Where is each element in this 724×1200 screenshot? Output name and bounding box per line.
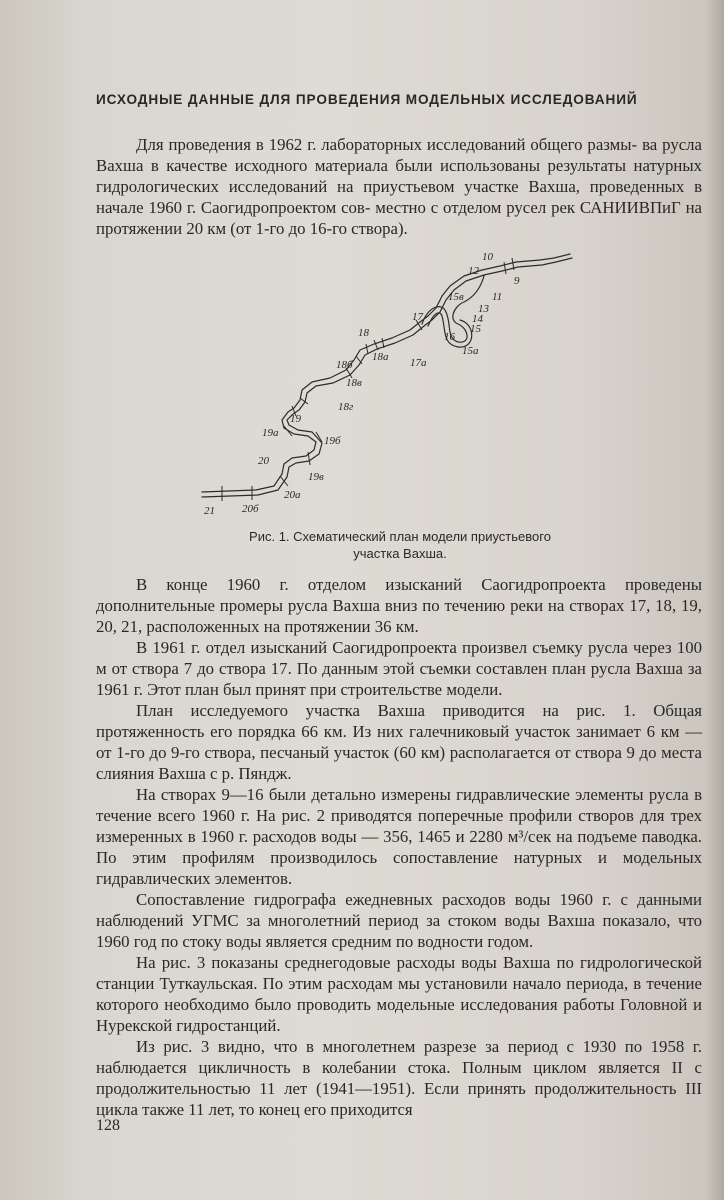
tick-20 [284, 426, 292, 436]
page-fold-shadow [706, 0, 724, 1200]
paragraph-7: Из рис. 3 видно, что в многолетнем разрезе за период с 1930 по 1958 г. наблюдается цикличность в колебании стока. Полным циклом является II с продолжительностью 11 лет (1941—1951). Если принять продолжительность III цикла также 11 лет, то конец его приходится [96, 1037, 702, 1119]
paragraph-2: В 1961 г. отдел изысканий Саогидропроекта произвел съемку русла через 100 м от створа 7 до створа 17. По данным этой съемки составлен план русла Вахша за 1961 г. Этот план был принят при строительстве модели. [96, 638, 702, 699]
tick-18v [356, 356, 362, 364]
label-15: 15 [470, 323, 481, 335]
label-19a: 19а [262, 427, 279, 439]
paragraph-5: Сопоставление гидрографа ежедневных расходов воды 1960 г. с данными наблюдений УГМС за многолетний период за стоком воды Вахша показало, что 1960 год по стоку воды является средним по водности годом. [96, 890, 702, 951]
label-16: 16 [444, 331, 455, 343]
intro-line-2: ва русла Вахша в качестве исходного материала были использованы [96, 135, 702, 175]
label-20: 20 [258, 455, 269, 467]
label-18g: 18г [338, 401, 354, 413]
label-9: 9 [514, 275, 520, 287]
label-21: 21 [204, 505, 215, 517]
tick-18b [366, 344, 368, 354]
river-plan-figure [196, 250, 586, 522]
label-18v: 18в [346, 377, 362, 389]
intro-paragraph [96, 134, 702, 239]
intro-line-1: Для проведения в 1962 г. лабораторных исследований общего размы- [136, 135, 638, 154]
paragraph-4: На створах 9—16 были детально измерены гидравлические элементы русла в течение всего 1960 г. На рис. 2 приводятся поперечные профили створов для трех измеренных в 1960 г. расходов воды — 356, 1465 и 2280 м³/сек на подъеме паводка. По этим профилям производилось сопоставление натурных и модельных гидравлических элементов. [96, 785, 702, 888]
caption-line-1: Рис. 1. Схематический план модели приустьевого [249, 529, 551, 544]
section-heading: ИСХОДНЫЕ ДАННЫЕ ДЛЯ ПРОВЕДЕНИЯ МОДЕЛЬНЫХ ИССЛЕДОВАНИЙ [96, 92, 638, 107]
paragraph-6: На рис. 3 показаны среднегодовые расходы воды Вахша по гидрологической станции Туткаульская. По этим расходам мы установили начало периода, в течение которого необходимо было проводить модельные исследования работы Головной и Нурекской гидростанций. [96, 953, 702, 1035]
label-13: 13 [478, 303, 489, 315]
label-10: 10 [482, 251, 493, 263]
tick-12 [504, 262, 506, 274]
caption-line-2: участка Вахша. [353, 546, 447, 561]
tick-18 [374, 340, 378, 350]
intro-line-6: 1-го до 16-го створа). [255, 219, 408, 238]
label-18: 18 [358, 327, 369, 339]
label-15a: 15а [462, 345, 479, 357]
label-20a: 20а [284, 489, 301, 501]
paragraph-3: План исследуемого участка Вахша приводится на рис. 1. Общая протяженность его порядка 66 км. Из них галечниковый участок занимает 6 км — от 1-го до 9-го створа, песчаный участок (60 км) располагается от створа 9 до места слияния Вахша с р. Пяндж. [96, 701, 702, 783]
intro-line-3: результаты натурных гидрологических исследований на приустьевом [96, 156, 702, 196]
body-text [96, 574, 702, 1120]
label-17a: 17а [410, 357, 427, 369]
label-19v: 19в [308, 471, 324, 483]
label-15b: 15в [448, 291, 464, 303]
river-plan-diagram [196, 250, 586, 522]
label-17: 17 [412, 311, 423, 323]
label-19: 19 [290, 413, 301, 425]
label-20b: 20б [242, 503, 259, 515]
label-19b: 19б [324, 435, 341, 447]
page-number: 128 [96, 1117, 120, 1134]
label-18b: 18б [336, 359, 353, 371]
intro-text [96, 134, 702, 239]
label-14: 14 [472, 313, 483, 325]
label-18a: 18а [372, 351, 389, 363]
intro-line-5: местно с отделом русел рек САНИИВПиГ на протяжении 20 км (от [96, 198, 703, 238]
label-12: 12 [468, 265, 479, 277]
label-11: 11 [492, 291, 503, 303]
paragraph-1: В конце 1960 г. отделом изысканий Саогидропроекта проведены дополнительные промеры русла Вахша вниз по течению реки на створах 17, 18, 19, 20, 21, расположенных на протяжении 36 км. [96, 575, 702, 636]
intro-line-4: участке Вахша, проведенных в начале 1960 г. Саогидропроектом сов- [96, 177, 702, 217]
figure-caption [200, 528, 600, 562]
